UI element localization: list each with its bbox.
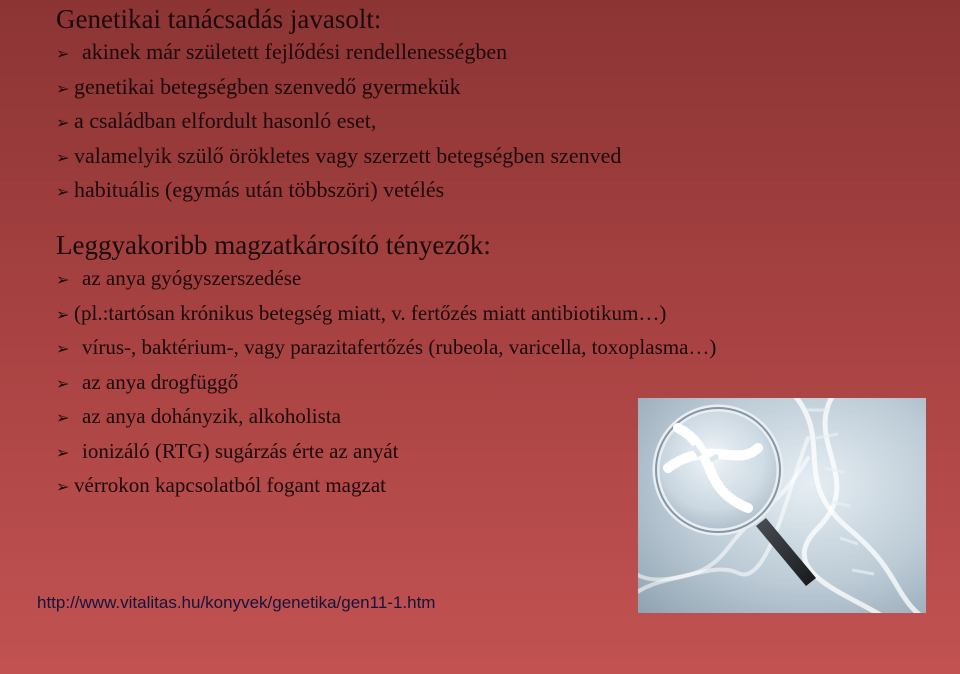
- list-item: [56, 469, 716, 504]
- arrow-bullet-icon: ➢: [56, 270, 70, 289]
- dna-magnifier-icon: [638, 398, 926, 613]
- list-item-text: (pl.:tartósan krónikus betegség miatt, v. fertőzés miatt antibiotikum…): [74, 300, 667, 325]
- list-item: [56, 105, 621, 140]
- arrow-bullet-icon: ➢: [56, 408, 70, 427]
- list-item: [56, 174, 621, 209]
- list-item-text: az anya drogfüggő: [82, 369, 239, 394]
- list-item-text: akinek már született fejlődési rendellenességben: [82, 39, 508, 64]
- list-item: [56, 71, 621, 106]
- arrow-bullet-icon: ➢: [56, 182, 70, 201]
- list-item-text: vérrokon kapcsolatból fogant magzat: [74, 473, 386, 497]
- list-item-text: az anya gyógyszerszedése: [82, 266, 302, 290]
- dna-magnifier-image: [638, 398, 926, 613]
- arrow-bullet-icon: ➢: [56, 442, 70, 462]
- list-genetic-counseling: [56, 36, 621, 209]
- list-item: [56, 140, 621, 175]
- list-item: [56, 36, 621, 71]
- arrow-bullet-icon: ➢: [56, 113, 70, 132]
- list-item-text: ionizáló (RTG) sugárzás érte az anyát: [82, 438, 399, 463]
- section-fetal-risk-factors: [56, 228, 716, 504]
- list-item-text: a családban elfordult hasonló eset,: [74, 108, 377, 133]
- arrow-bullet-icon: ➢: [56, 78, 70, 98]
- list-item-text: az anya dohányzik, alkoholista: [82, 404, 341, 428]
- list-item: [56, 262, 716, 297]
- arrow-bullet-icon: ➢: [56, 44, 70, 63]
- arrow-bullet-icon: ➢: [56, 339, 70, 358]
- list-item-text: vírus-, baktérium-, vagy parazitafertőzés (rubeola, varicella, toxoplasma…): [82, 335, 717, 359]
- list-item-text: valamelyik szülő örökletes vagy szerzett betegségben szenved: [74, 142, 622, 168]
- list-item: [56, 400, 716, 435]
- list-item: [56, 366, 716, 401]
- arrow-bullet-icon: ➢: [56, 477, 70, 496]
- list-item: [56, 435, 716, 470]
- list-item: [56, 331, 716, 366]
- arrow-bullet-icon: ➢: [56, 147, 70, 167]
- source-link[interactable]: http://www.vitalitas.hu/konyvek/genetika/gen11-1.htm: [37, 593, 436, 612]
- section-genetic-counseling: [56, 2, 621, 209]
- list-item-text: habituális (egymás után többszöri) vetélés: [74, 177, 445, 202]
- arrow-bullet-icon: ➢: [56, 304, 70, 324]
- arrow-bullet-icon: ➢: [56, 373, 70, 393]
- heading-genetic-counseling: Genetikai tanácsadás javasolt:: [56, 4, 382, 34]
- list-item-text: genetikai betegségben szenvedő gyermekük: [74, 73, 461, 99]
- list-fetal-risk-factors: [56, 262, 716, 504]
- list-item: [56, 297, 716, 332]
- heading-fetal-risk-factors: Leggyakoribb magzatkárosító tényezők:: [56, 230, 491, 260]
